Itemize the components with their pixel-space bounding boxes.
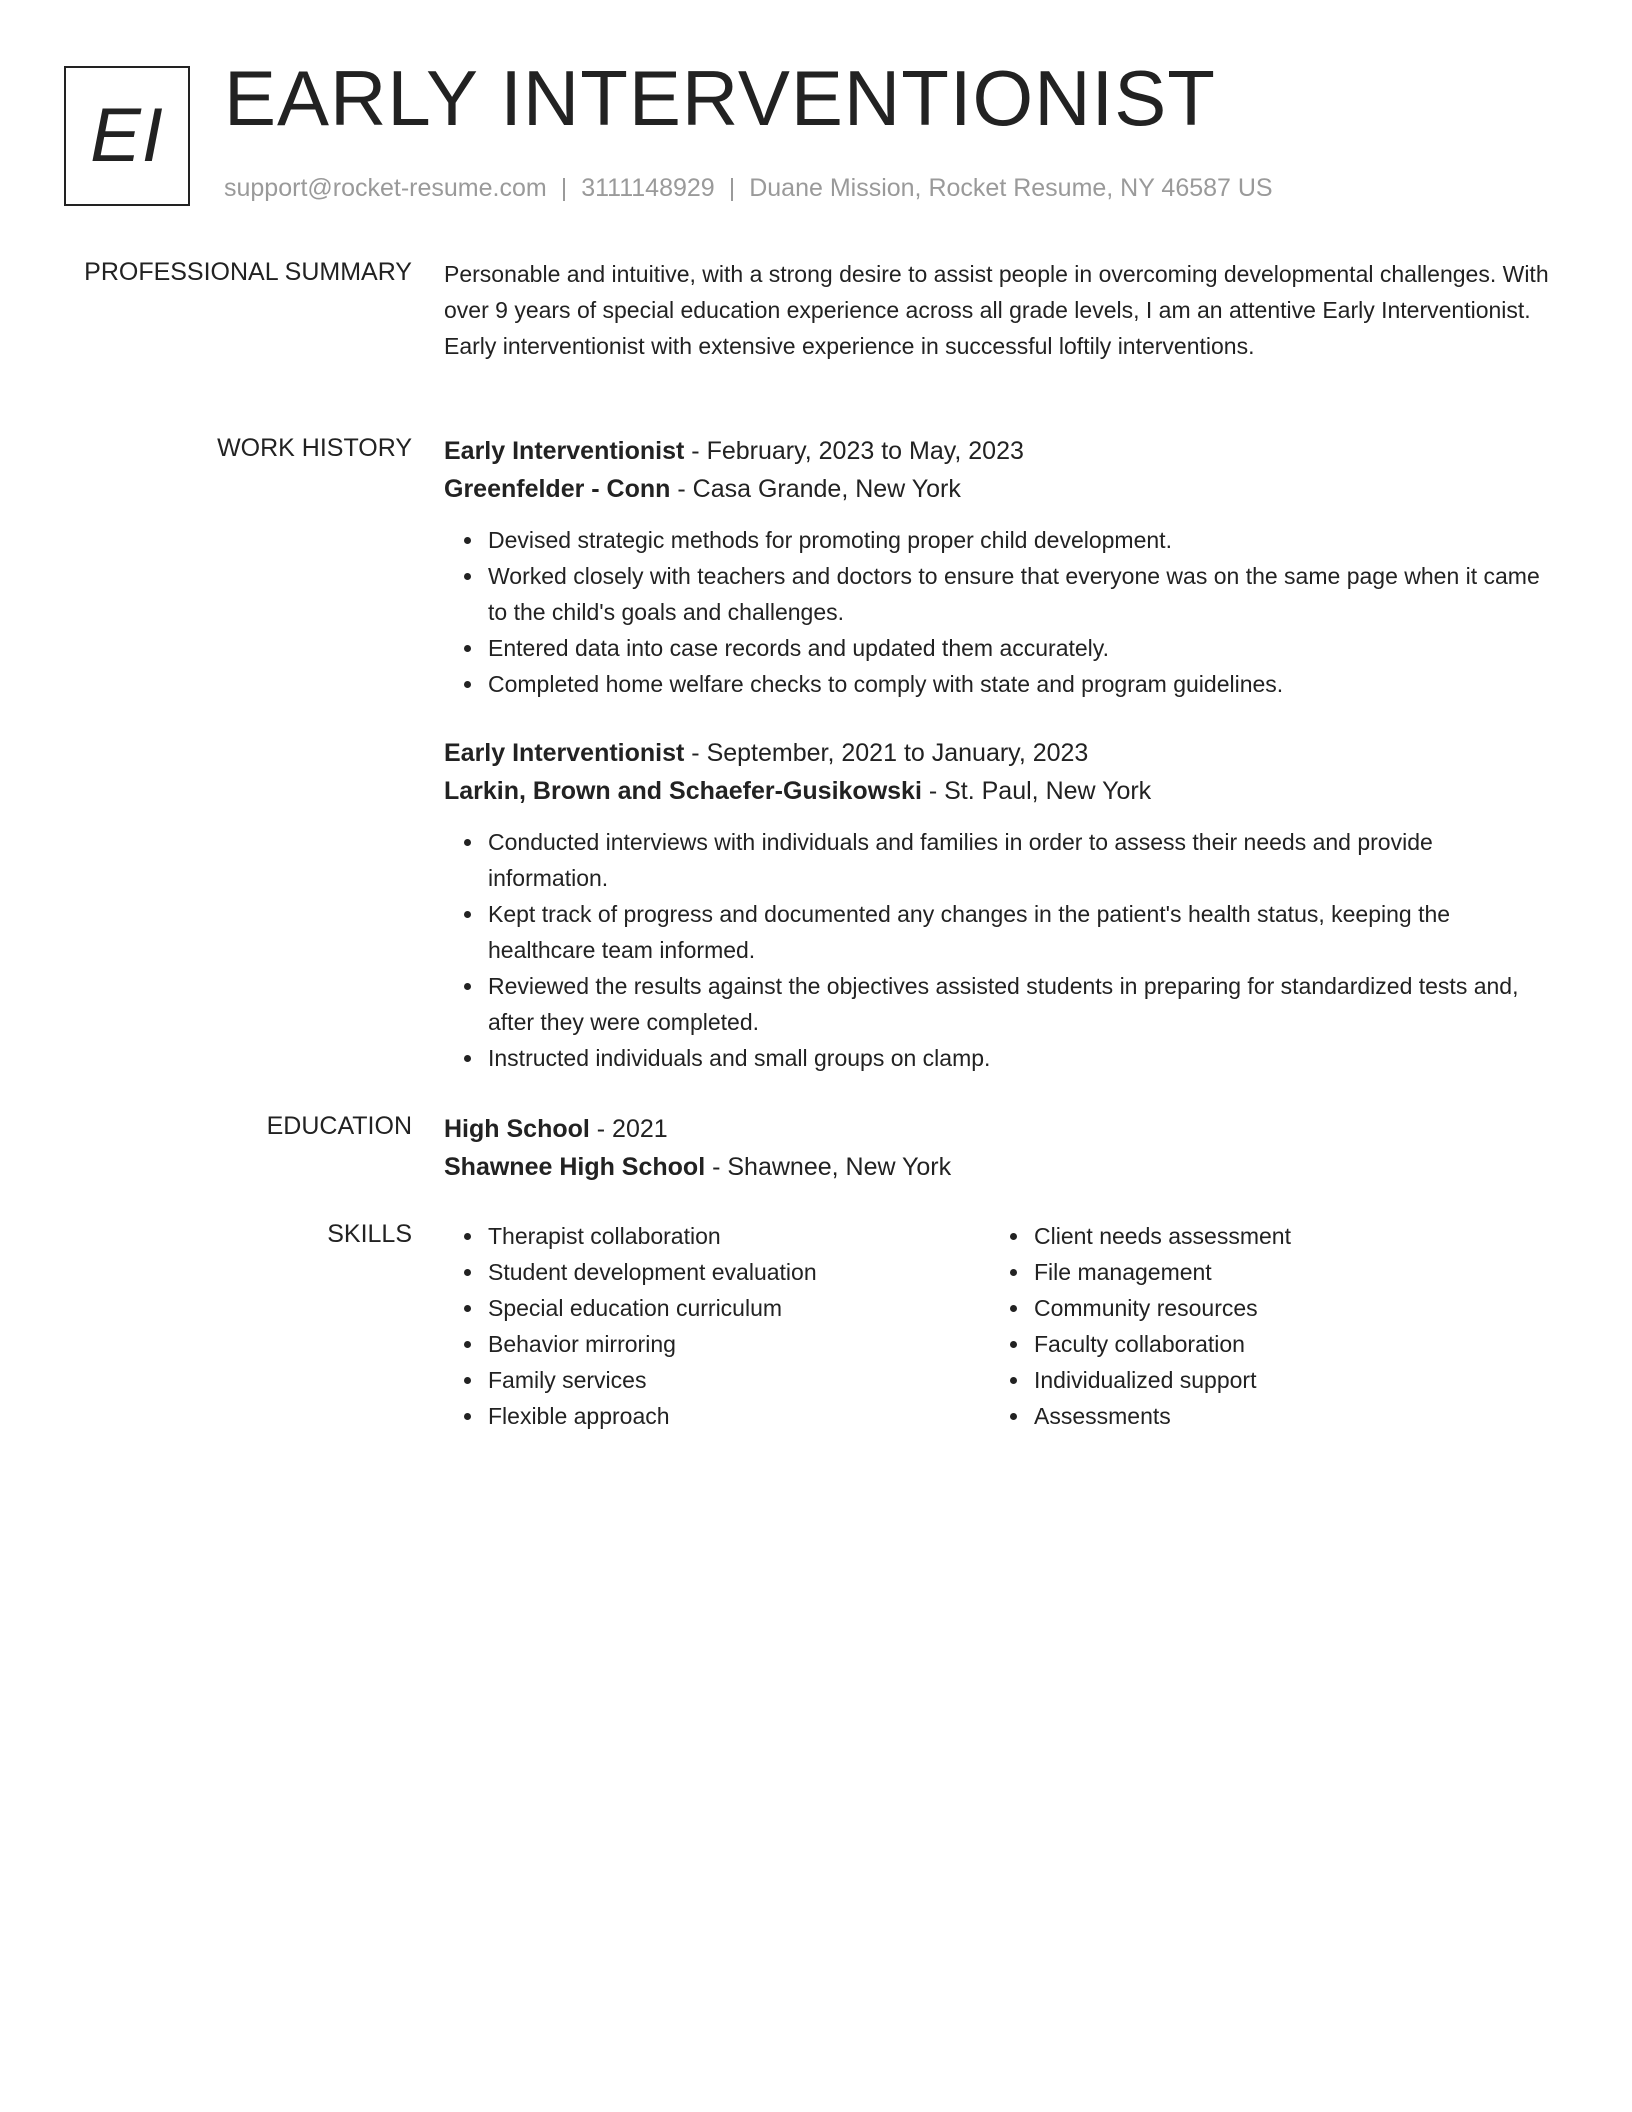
job-bullets <box>444 824 1556 1076</box>
education-location: - Shawnee, New York <box>705 1153 952 1181</box>
job-company: Greenfelder - Conn <box>444 475 671 503</box>
education-school-line <box>444 1148 1556 1186</box>
list-item: Family services <box>488 1362 990 1398</box>
education-body <box>444 1110 1556 1186</box>
job-company: Larkin, Brown and Schaefer-Gusikowski <box>444 777 922 805</box>
list-item: Behavior mirroring <box>488 1326 990 1362</box>
list-item: Worked closely with teachers and doctors to ensure that everyone was on the same page when it came to the child's goals and challenges. <box>488 558 1556 630</box>
skills-list-right <box>990 1218 1536 1434</box>
job-title-line <box>444 432 1556 470</box>
list-item: Community resources <box>1034 1290 1536 1326</box>
list-item: Client needs assessment <box>1034 1218 1536 1254</box>
list-item: Faculty collaboration <box>1034 1326 1536 1362</box>
job-location: - Casa Grande, New York <box>670 475 961 503</box>
list-item: Entered data into case records and updated them accurately. <box>488 630 1556 666</box>
list-item: Instructed individuals and small groups on clamp. <box>488 1040 1556 1076</box>
list-item: File management <box>1034 1254 1536 1290</box>
skills-column-left <box>444 1218 990 1434</box>
list-item: Devised strategic methods for promoting proper child development. <box>488 522 1556 558</box>
list-item: Kept track of progress and documented any changes in the patient's health status, keeping the healthcare team informed. <box>488 896 1556 968</box>
list-item: Individualized support <box>1034 1362 1536 1398</box>
section-label-skills: SKILLS <box>327 1220 412 1248</box>
list-item: Flexible approach <box>488 1398 990 1434</box>
job-company-line <box>444 772 1556 810</box>
job-entry <box>444 734 1556 1076</box>
section-label-summary: PROFESSIONAL SUMMARY <box>84 258 412 286</box>
skills-body <box>444 1218 1556 1434</box>
job-bullets <box>444 522 1556 702</box>
section-label-education: EDUCATION <box>266 1112 412 1140</box>
job-title-line <box>444 734 1556 772</box>
job-title: Early Interventionist <box>444 437 685 465</box>
summary-body <box>444 256 1556 364</box>
list-item: Therapist collaboration <box>488 1218 990 1254</box>
list-item: Reviewed the results against the objectives assisted students in preparing for standardized tests and, after they were completed. <box>488 968 1556 1040</box>
education-year: - 2021 <box>589 1115 668 1143</box>
monogram-initials: EI <box>90 93 164 178</box>
job-location: - St. Paul, New York <box>921 777 1152 805</box>
skills-list-left <box>444 1218 990 1434</box>
job-entry <box>444 432 1556 702</box>
contact-separator: | <box>560 174 568 202</box>
education-degree-line <box>444 1110 1556 1148</box>
summary-text: Personable and intuitive, with a strong desire to assist people in overcoming developmental challenges. With over 9 years of special education experience across all grade levels, I am an attentive Early Interventionist. Early interventionist with extensive experience in successful loftily interventions. <box>444 261 1549 359</box>
work-body <box>444 432 1556 1076</box>
section-label-work: WORK HISTORY <box>217 434 412 462</box>
list-item: Assessments <box>1034 1398 1536 1434</box>
monogram-box <box>64 66 190 206</box>
job-company-line <box>444 470 1556 508</box>
job-dates: - February, 2023 to May, 2023 <box>684 437 1024 465</box>
education-degree: High School <box>444 1115 590 1143</box>
education-school: Shawnee High School <box>444 1153 706 1181</box>
contact-email: support@rocket-resume.com <box>224 174 547 202</box>
list-item: Conducted interviews with individuals and families in order to assess their needs and provide information. <box>488 824 1556 896</box>
list-item: Student development evaluation <box>488 1254 990 1290</box>
list-item: Special education curriculum <box>488 1290 990 1326</box>
resume-name: EARLY INTERVENTIONIST <box>224 54 1216 142</box>
contact-address: Duane Mission, Rocket Resume, NY 46587 US <box>749 174 1273 202</box>
list-item: Completed home welfare checks to comply with state and program guidelines. <box>488 666 1556 702</box>
contact-phone: 3111148929 <box>581 174 715 202</box>
contact-separator: | <box>728 174 736 202</box>
job-title: Early Interventionist <box>444 739 685 767</box>
contact-line <box>224 172 1273 205</box>
job-dates: - September, 2021 to January, 2023 <box>684 739 1089 767</box>
skills-column-right <box>990 1218 1536 1434</box>
